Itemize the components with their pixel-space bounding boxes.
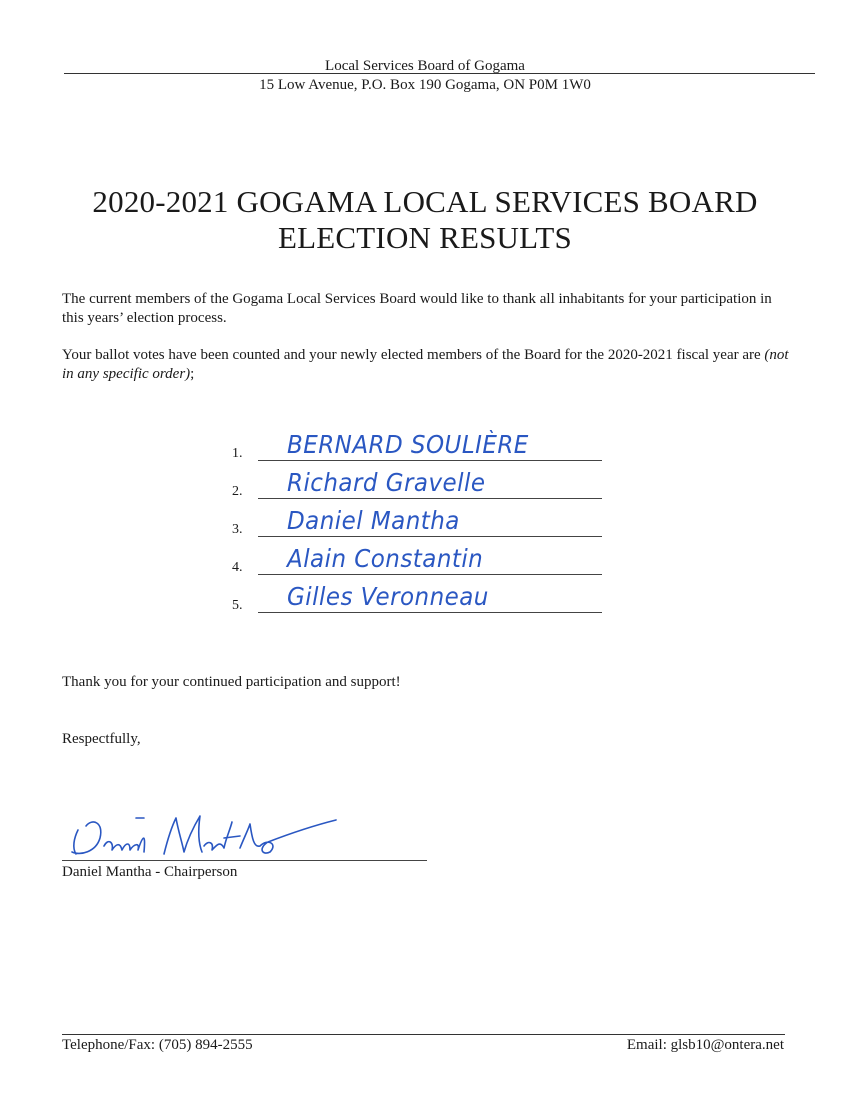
handwritten-name: BERNARD SOULIÈRE [287,430,529,459]
results-text: Your ballot votes have been counted and your newly elected members of the Board for the 2020-2021 fiscal year are [62,347,765,363]
footer-email: Email: glsb10@ontera.net [626,1037,784,1053]
organization-name: Local Services Board of Gogama [325,58,525,74]
handwritten-name: Alain Constantin [287,544,484,573]
underline [258,460,602,461]
salutation: Respectfully, [62,731,141,747]
underline [258,574,602,575]
item-number: 1. [232,446,243,461]
footer-rule [62,1034,785,1035]
item-number: 5. [232,598,243,613]
item-number: 2. [232,484,243,499]
footer-phone: Telephone/Fax: (705) 894-2555 [62,1037,253,1053]
handwritten-name: Richard Gravelle [287,468,486,497]
results-end: ; [190,366,195,382]
organization-address: 15 Low Avenue, P.O. Box 190 Gogama, ON P0M 1W0 [259,77,591,93]
handwritten-name: Gilles Veronneau [287,582,489,611]
document-title [0,184,850,256]
underline [258,536,602,537]
elected-members-list [232,430,602,626]
header-rule [64,73,815,74]
list-item [232,582,602,626]
order-note: (not in any specific order) [62,347,789,382]
title-line-2: ELECTION RESULTS [278,220,572,255]
handwritten-name: Daniel Mantha [287,506,460,535]
thanks-line: Thank you for your continued participation and support! [62,674,401,690]
intro-paragraph: The current members of the Gogama Local Services Board would like to thank all inhabitants for your participation in this years’ election process. [62,291,772,326]
signature-line [62,860,427,861]
results-paragraph [62,346,792,384]
underline [258,498,602,499]
signature-icon [64,808,344,864]
title-line-1: 2020-2021 GOGAMA LOCAL SERVICES BOARD [92,184,758,219]
underline [258,612,602,613]
item-number: 3. [232,522,243,537]
item-number: 4. [232,560,243,575]
signer-name: Daniel Mantha - Chairperson [62,864,238,880]
